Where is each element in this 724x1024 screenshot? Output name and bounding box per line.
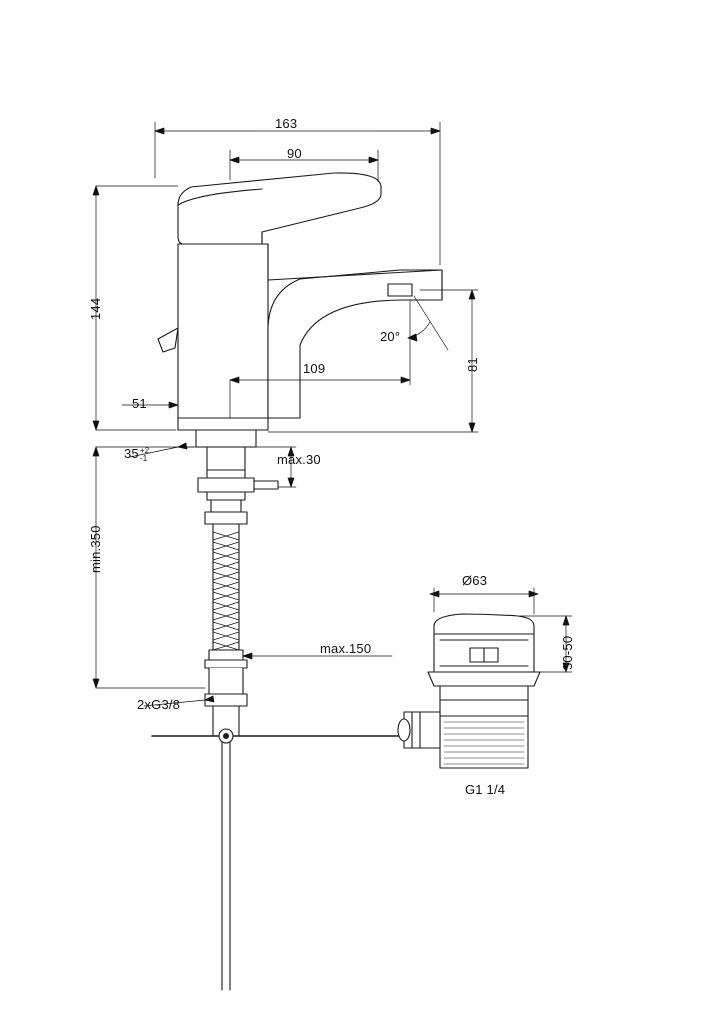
dimension-label-spout-projection: 109 (303, 361, 326, 376)
dimension-label-max-counter-thickness: max.30 (277, 452, 321, 467)
dimension-label-waste-thickness-range: 30-50 (560, 635, 575, 670)
dimension-label-waste-thread: G1 1/4 (465, 782, 506, 797)
dimension-label-overall-length: 163 (275, 116, 298, 131)
pull-rod (152, 729, 400, 990)
pop-up-waste (398, 614, 540, 768)
dimension-label-min-hose-length: min.350 (88, 525, 103, 573)
fixing-assembly (198, 447, 278, 524)
dimension-label-spout-height: 81 (465, 357, 480, 372)
dimension-label-outlet-angle: 20° (380, 329, 401, 344)
dimension-label-total-height: 144 (88, 297, 103, 320)
flexible-hoses (205, 524, 247, 736)
dimension-label-body-depth: 51 (132, 396, 147, 411)
dimension-label-base-diameter: 35 +2 -1 (124, 445, 150, 463)
dimension-label-supply-connection: 2xG3/8 (137, 697, 181, 712)
mixer-body (158, 173, 442, 447)
dimension-label-waste-diameter: Ø63 (462, 573, 488, 588)
dimension-label-spout-reach-top: 90 (287, 146, 302, 161)
dimension-label-max-supply-length: max.150 (320, 641, 372, 656)
